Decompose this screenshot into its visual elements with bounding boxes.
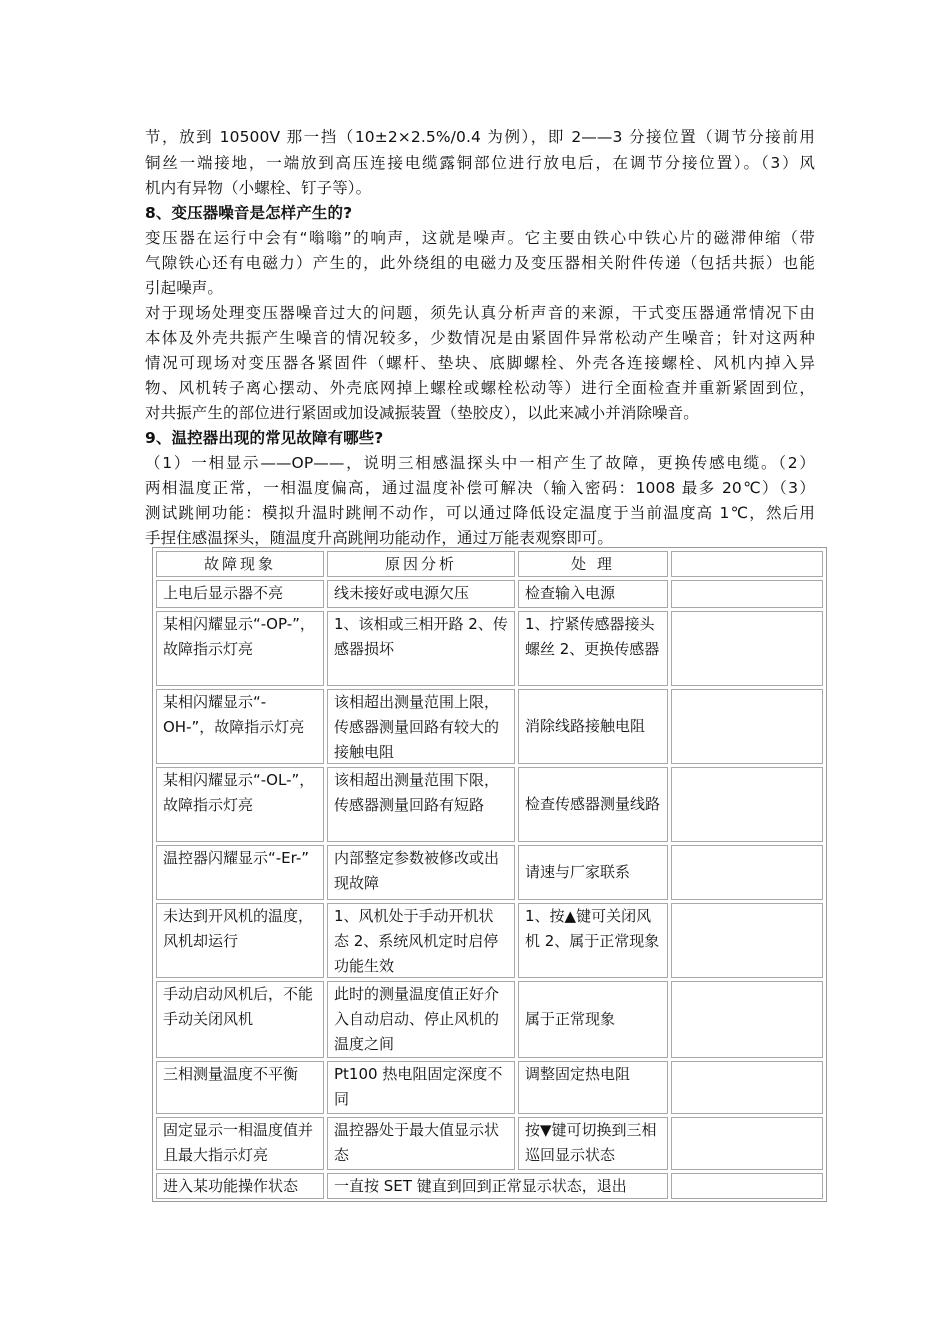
cause-cell: 温控器处于最大值显示状态	[327, 1117, 515, 1170]
cause-cell: 该相超出测量范围上限，传感器测量回路有较大的接触电阻	[327, 689, 515, 764]
action-text: 请速与厂家联系	[525, 863, 631, 881]
empty-cell	[671, 1061, 823, 1114]
fault-cell: 上电后显示器不亮	[163, 584, 284, 602]
cause-cell: 内部整定参数被修改或出现故障	[327, 845, 515, 900]
text-line: （1）一相显示——OP——，说明三相感温探头中一相产生了故障，更换传感电缆。（2）	[145, 454, 815, 472]
action-cell: 按▼键可切换到三相巡回显示状态	[518, 1117, 668, 1170]
text-line: 机内有异物（小螺栓、钉子等）。	[145, 179, 372, 197]
action-cell: 1、按▲键可关闭风机 2、属于正常现象	[518, 903, 668, 978]
action-cell	[518, 845, 668, 900]
action-cell: 检查输入电源	[518, 580, 668, 608]
cause-cell: 线未接好或电源欠压	[327, 580, 515, 608]
text-line: 铜丝一端接地，一端放到高压连接电缆露铜部位进行放电后，在调节分接位置）。（3）风	[145, 154, 815, 172]
fault-cell: 固定显示一相温度值并且最大指示灯亮	[156, 1117, 324, 1170]
text-line: 引起噪声。	[145, 279, 224, 297]
action-cell	[518, 981, 668, 1058]
cause-cell: 该相超出测量范围下限，传感器测量回路有短路	[327, 767, 515, 842]
empty-cell	[671, 903, 823, 978]
fault-cell: 进入某功能操作状态	[156, 1173, 324, 1199]
fault-table	[152, 547, 827, 1202]
empty-cell	[671, 1117, 823, 1170]
fault-cell: 某相闪耀显示“-OP-”，故障指示灯亮	[156, 611, 324, 686]
empty-cell	[671, 767, 823, 842]
text-line: 气隙铁心还有电磁力）产生的，此外绕组的电磁力及变压器相关附件传递（包括共振）也能	[145, 254, 815, 272]
fault-cell: 手动启动风机后，不能手动关闭风机	[156, 981, 324, 1058]
section-heading: 9、温控器出现的常见故障有哪些?	[145, 429, 384, 447]
fault-cell: 三相测量温度不平衡	[156, 1061, 324, 1114]
action-cell	[518, 767, 668, 842]
action-text: 检查传感器测量线路	[525, 795, 661, 813]
empty-cell	[671, 1173, 823, 1199]
empty-cell	[671, 689, 823, 764]
fault-cell: 温控器闪耀显示“-Er-”	[156, 845, 324, 900]
text-line: 本体及外壳共振产生噪音的情况较多，少数情况是由紧固件异常松动产生噪音；针对这两种	[145, 329, 815, 347]
text-line: 物、风机转子离心摆动、外壳底网掉上螺栓或螺栓松动等）进行全面检查并重新紧固到位，	[145, 379, 815, 397]
table-header-action: 处 理	[518, 551, 668, 577]
empty-cell	[671, 580, 823, 608]
fault-cell: 某相闪耀显示“-OL-”，故障指示灯亮	[156, 767, 324, 842]
text-line: 变压器在运行中会有“嗡嗡”的响声，这就是噪声。它主要由铁心中铁心片的磁滞伸缩（带	[145, 229, 815, 247]
cause-action-cell: 一直按 SET 键直到回到正常显示状态，退出	[327, 1173, 668, 1199]
action-cell: 1、拧紧传感器接头螺丝 2、更换传感器	[518, 611, 668, 686]
text-line: 测试跳闸功能：模拟升温时跳闸不动作，可以通过降低设定温度于当前温度高 1℃，然后用	[145, 504, 815, 522]
text-line: 对于现场处理变压器噪音过大的问题，须先认真分析声音的来源，干式变压器通常情况下由	[145, 304, 815, 322]
cause-cell: Pt100 热电阻固定深度不同	[327, 1061, 515, 1114]
action-text: 消除线路接触电阻	[525, 717, 646, 735]
text-line: 对共振产生的部位进行紧固或加设减振装置（垫胶皮），以此来减小并消除噪音。	[145, 404, 699, 422]
cause-cell: 1、该相或三相开路 2、传感器损坏	[327, 611, 515, 686]
text-line: 两相温度正常，一相温度偏高，通过温度补偿可解决（输入密码：1008 最多 20℃）（3）	[145, 479, 815, 497]
text-line: 节，放到 10500V 那一挡（10±2×2.5%/0.4 为例），即 2——3 分接位置（调节分接前用	[145, 128, 815, 146]
table-header-cause: 原因分析	[327, 551, 515, 577]
empty-cell	[671, 611, 823, 686]
cause-cell: 此时的测量温度值正好介入自动启动、停止风机的温度之间	[327, 981, 515, 1058]
empty-cell	[671, 845, 823, 900]
text-line: 情况可现场对变压器各紧固件（螺杆、垫块、底脚螺栓、外壳各连接螺栓、风机内掉入异	[145, 354, 815, 372]
cause-cell: 1、风机处于手动开机状态 2、系统风机定时启停功能生效	[327, 903, 515, 978]
section-heading: 8、变压器噪音是怎样产生的?	[145, 204, 353, 222]
table-header-fault: 故障现象	[156, 551, 324, 577]
fault-cell: 某相闪耀显示“-OH-”，故障指示灯亮	[156, 689, 324, 764]
fault-cell: 未达到开风机的温度，风机却运行	[156, 903, 324, 978]
action-cell: 调整固定热电阻	[518, 1061, 668, 1114]
table-row	[156, 580, 324, 608]
text-line: 手捏住感温探头，随温度升高跳闸功能动作，通过万能表观察即可。	[145, 529, 614, 547]
action-text: 属于正常现象	[525, 1010, 616, 1028]
table-header-empty	[671, 551, 823, 577]
empty-cell	[671, 981, 823, 1058]
action-cell	[518, 689, 668, 764]
